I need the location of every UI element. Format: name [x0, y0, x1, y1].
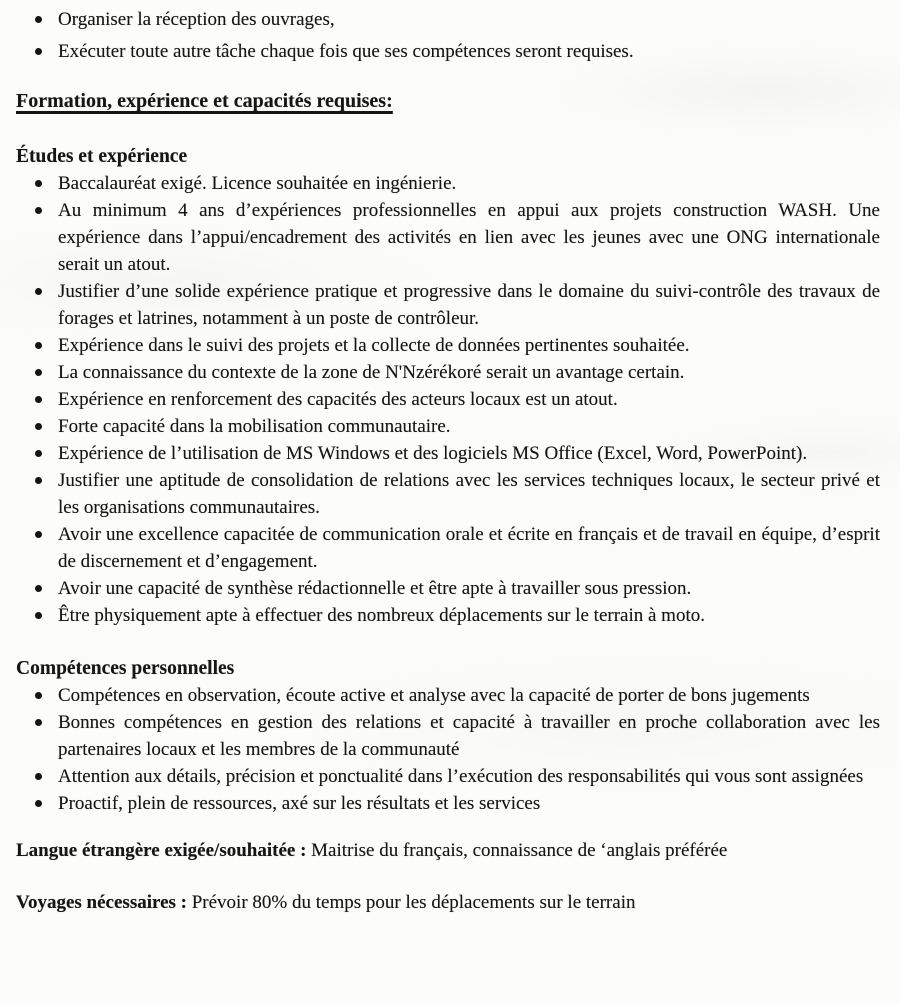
studies-bullet-list: [16, 170, 880, 629]
personal-bullet-list: [16, 682, 880, 817]
bullet-icon: [35, 423, 42, 430]
list-item: [16, 682, 880, 709]
list-item-text: Compétences en observation, écoute active et analyse avec la capacité de porter de bons jugements: [58, 685, 810, 706]
list-item-text: Baccalauréat exigé. Licence souhaitée en ingénierie.: [58, 173, 457, 194]
list-item: [16, 359, 880, 386]
list-item-text: Justifier d’une solide expérience pratique et progressive dans le domaine du suivi-contrôle des travaux de forages et latrines, notamment à un poste de contrôleur.: [58, 281, 880, 329]
list-item: [16, 467, 880, 521]
list-item-text: La connaissance du contexte de la zone de N'Nzérékoré serait un avantage certain.: [58, 362, 685, 383]
bullet-icon: [35, 48, 42, 55]
list-item: [16, 386, 880, 413]
list-item-text: Forte capacité dans la mobilisation communautaire.: [58, 416, 451, 437]
bullet-icon: [35, 800, 42, 807]
list-item: [16, 38, 880, 65]
language-text: Maitrise du français, connaissance de ‘anglais préférée: [311, 840, 728, 861]
subsection-heading-competences: Compétences personnelles: [16, 658, 235, 679]
bullet-icon: [35, 692, 42, 699]
list-item: [16, 709, 880, 763]
list-item-text: Avoir une excellence capacitée de communication orale et écrite en français et de travail en équipe, d’esprit de discernement et d’engagement.: [58, 524, 880, 572]
bullet-icon: [35, 396, 42, 403]
list-item-text: Expérience en renforcement des capacités des acteurs locaux est un atout.: [58, 389, 618, 410]
bullet-icon: [35, 288, 42, 295]
list-item: [16, 790, 880, 817]
bullet-icon: [35, 450, 42, 457]
list-item: [16, 197, 880, 278]
list-item: [16, 332, 880, 359]
list-item-text: Exécuter toute autre tâche chaque fois que ses compétences seront requises.: [58, 41, 634, 62]
intro-bullet-list: [16, 6, 880, 65]
list-item-text: Proactif, plein de ressources, axé sur les résultats et les services: [58, 793, 541, 814]
list-item: [16, 602, 880, 629]
list-item-text: Au minimum 4 ans d’expériences professionnelles en appui aux projets construction WASH. Une expérience dans l’appui/encadrement des activités en lien avec les jeunes avec une ONG internationale serait un atout.: [58, 200, 880, 275]
list-item-text: Être physiquement apte à effectuer des nombreux déplacements sur le terrain à moto.: [58, 605, 705, 626]
list-item: [16, 763, 880, 790]
list-item: [16, 440, 880, 467]
list-item-text: Attention aux détails, précision et ponctualité dans l’exécution des responsabilités qui vous sont assignées: [58, 766, 864, 787]
subsection-heading-etudes: Études et expérience: [16, 146, 188, 167]
bullet-icon: [35, 531, 42, 538]
bullet-icon: [35, 773, 42, 780]
bullet-icon: [35, 180, 42, 187]
travel-requirement: [16, 889, 880, 916]
bullet-icon: [35, 612, 42, 619]
bullet-icon: [35, 16, 42, 23]
section-heading-formation: Formation, expérience et capacités requises:: [16, 90, 393, 112]
list-item-text: Justifier une aptitude de consolidation de relations avec les services techniques locaux, le secteur privé et les organisations communautaires.: [58, 470, 880, 518]
list-item: [16, 413, 880, 440]
bullet-icon: [35, 477, 42, 484]
list-item: [16, 521, 880, 575]
bullet-icon: [35, 719, 42, 726]
travel-label: Voyages nécessaires :: [16, 892, 187, 913]
list-item: [16, 278, 880, 332]
list-item-text: Bonnes compétences en gestion des relations et capacité à travailler en proche collaboration avec les partenaires locaux et les membres de la communauté: [58, 712, 880, 760]
list-item-text: Expérience dans le suivi des projets et la collecte de données pertinentes souhaitée.: [58, 335, 690, 356]
list-item: [16, 575, 880, 602]
language-requirement: [16, 837, 880, 864]
travel-text: Prévoir 80% du temps pour les déplacements sur le terrain: [191, 892, 636, 913]
bullet-icon: [35, 207, 42, 214]
list-item-text: Organiser la réception des ouvrages,: [58, 9, 335, 30]
list-item-text: Avoir une capacité de synthèse rédactionnelle et être apte à travailler sous pression.: [58, 578, 692, 599]
bullet-icon: [35, 342, 42, 349]
list-item: [16, 170, 880, 197]
list-item-text: Expérience de l’utilisation de MS Windows et des logiciels MS Office (Excel, Word, PowerPoint).: [58, 443, 808, 464]
bullet-icon: [35, 585, 42, 592]
list-item: [16, 6, 880, 33]
bullet-icon: [35, 369, 42, 376]
language-label: Langue étrangère exigée/souhaitée :: [16, 840, 307, 861]
